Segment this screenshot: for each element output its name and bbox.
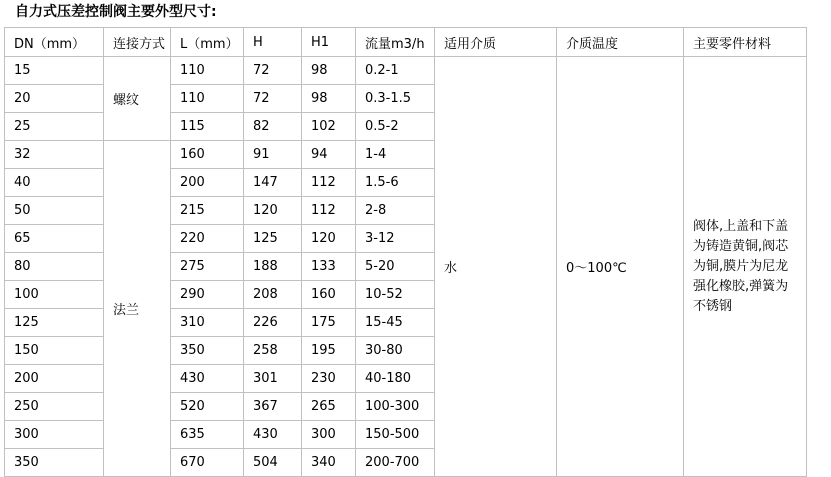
- h-cell: 367: [244, 393, 302, 421]
- l-cell: 670: [171, 449, 244, 477]
- flow-cell: 1.5-6: [356, 169, 435, 197]
- dn-cell: 125: [5, 309, 104, 337]
- l-cell: 520: [171, 393, 244, 421]
- l-cell: 160: [171, 141, 244, 169]
- h-cell: 91: [244, 141, 302, 169]
- column-header-0: DN（mm）: [5, 28, 104, 57]
- dn-cell: 25: [5, 113, 104, 141]
- dn-cell: 15: [5, 57, 104, 85]
- l-cell: 275: [171, 253, 244, 281]
- l-cell: 110: [171, 57, 244, 85]
- h-cell: 125: [244, 225, 302, 253]
- temperature-cell: 0～100℃: [557, 57, 684, 477]
- h1-cell: 120: [302, 225, 356, 253]
- h1-cell: 195: [302, 337, 356, 365]
- connection-cell: 螺纹: [104, 57, 171, 141]
- column-header-3: H: [244, 28, 302, 57]
- flow-cell: 15-45: [356, 309, 435, 337]
- dimensions-table: [4, 27, 807, 477]
- column-header-1: 连接方式: [104, 28, 171, 57]
- h-cell: 504: [244, 449, 302, 477]
- h1-cell: 160: [302, 281, 356, 309]
- h-cell: 120: [244, 197, 302, 225]
- page-title: 自力式压差控制阀主要外型尺寸:: [15, 4, 217, 20]
- flow-cell: 3-12: [356, 225, 435, 253]
- l-cell: 115: [171, 113, 244, 141]
- h1-cell: 300: [302, 421, 356, 449]
- h-cell: 258: [244, 337, 302, 365]
- h1-cell: 133: [302, 253, 356, 281]
- h-cell: 301: [244, 365, 302, 393]
- h-cell: 226: [244, 309, 302, 337]
- h1-cell: 102: [302, 113, 356, 141]
- l-cell: 310: [171, 309, 244, 337]
- h-cell: 147: [244, 169, 302, 197]
- dn-cell: 100: [5, 281, 104, 309]
- flow-cell: 100-300: [356, 393, 435, 421]
- flow-cell: 200-700: [356, 449, 435, 477]
- flow-cell: 0.5-2: [356, 113, 435, 141]
- flow-cell: 30-80: [356, 337, 435, 365]
- dn-cell: 32: [5, 141, 104, 169]
- h-cell: 72: [244, 85, 302, 113]
- dn-cell: 300: [5, 421, 104, 449]
- dn-cell: 80: [5, 253, 104, 281]
- column-header-6: 适用介质: [435, 28, 557, 57]
- l-cell: 220: [171, 225, 244, 253]
- medium-cell: 水: [435, 57, 557, 477]
- flow-cell: 40-180: [356, 365, 435, 393]
- h1-cell: 265: [302, 393, 356, 421]
- dn-cell: 65: [5, 225, 104, 253]
- l-cell: 110: [171, 85, 244, 113]
- l-cell: 290: [171, 281, 244, 309]
- h1-cell: 94: [302, 141, 356, 169]
- column-header-5: 流量m3/h: [356, 28, 435, 57]
- dn-cell: 150: [5, 337, 104, 365]
- flow-cell: 10-52: [356, 281, 435, 309]
- materials-cell: 阀体,上盖和下盖为铸造黄铜,阀芯为铜,膜片为尼龙强化橡胶,弹簧为不锈钢: [684, 57, 807, 477]
- l-cell: 635: [171, 421, 244, 449]
- h-cell: 208: [244, 281, 302, 309]
- column-header-4: H1: [302, 28, 356, 57]
- flow-cell: 5-20: [356, 253, 435, 281]
- l-cell: 200: [171, 169, 244, 197]
- column-header-8: 主要零件材料: [684, 28, 807, 57]
- column-header-2: L（mm）: [171, 28, 244, 57]
- flow-cell: 150-500: [356, 421, 435, 449]
- h1-cell: 98: [302, 85, 356, 113]
- dn-cell: 250: [5, 393, 104, 421]
- h1-cell: 112: [302, 169, 356, 197]
- dn-cell: 350: [5, 449, 104, 477]
- h-cell: 430: [244, 421, 302, 449]
- flow-cell: 1-4: [356, 141, 435, 169]
- dn-cell: 20: [5, 85, 104, 113]
- header-row: [5, 28, 807, 57]
- h-cell: 188: [244, 253, 302, 281]
- dn-cell: 200: [5, 365, 104, 393]
- l-cell: 350: [171, 337, 244, 365]
- table-body: [5, 57, 807, 477]
- connection-cell: 法兰: [104, 141, 171, 477]
- l-cell: 215: [171, 197, 244, 225]
- dn-cell: 40: [5, 169, 104, 197]
- column-header-7: 介质温度: [557, 28, 684, 57]
- table-row: [5, 57, 807, 85]
- flow-cell: 2-8: [356, 197, 435, 225]
- table-header-row: [5, 28, 807, 57]
- h1-cell: 112: [302, 197, 356, 225]
- flow-cell: 0.3-1.5: [356, 85, 435, 113]
- h1-cell: 98: [302, 57, 356, 85]
- l-cell: 430: [171, 365, 244, 393]
- h-cell: 82: [244, 113, 302, 141]
- h-cell: 72: [244, 57, 302, 85]
- h1-cell: 340: [302, 449, 356, 477]
- h1-cell: 175: [302, 309, 356, 337]
- h1-cell: 230: [302, 365, 356, 393]
- dn-cell: 50: [5, 197, 104, 225]
- flow-cell: 0.2-1: [356, 57, 435, 85]
